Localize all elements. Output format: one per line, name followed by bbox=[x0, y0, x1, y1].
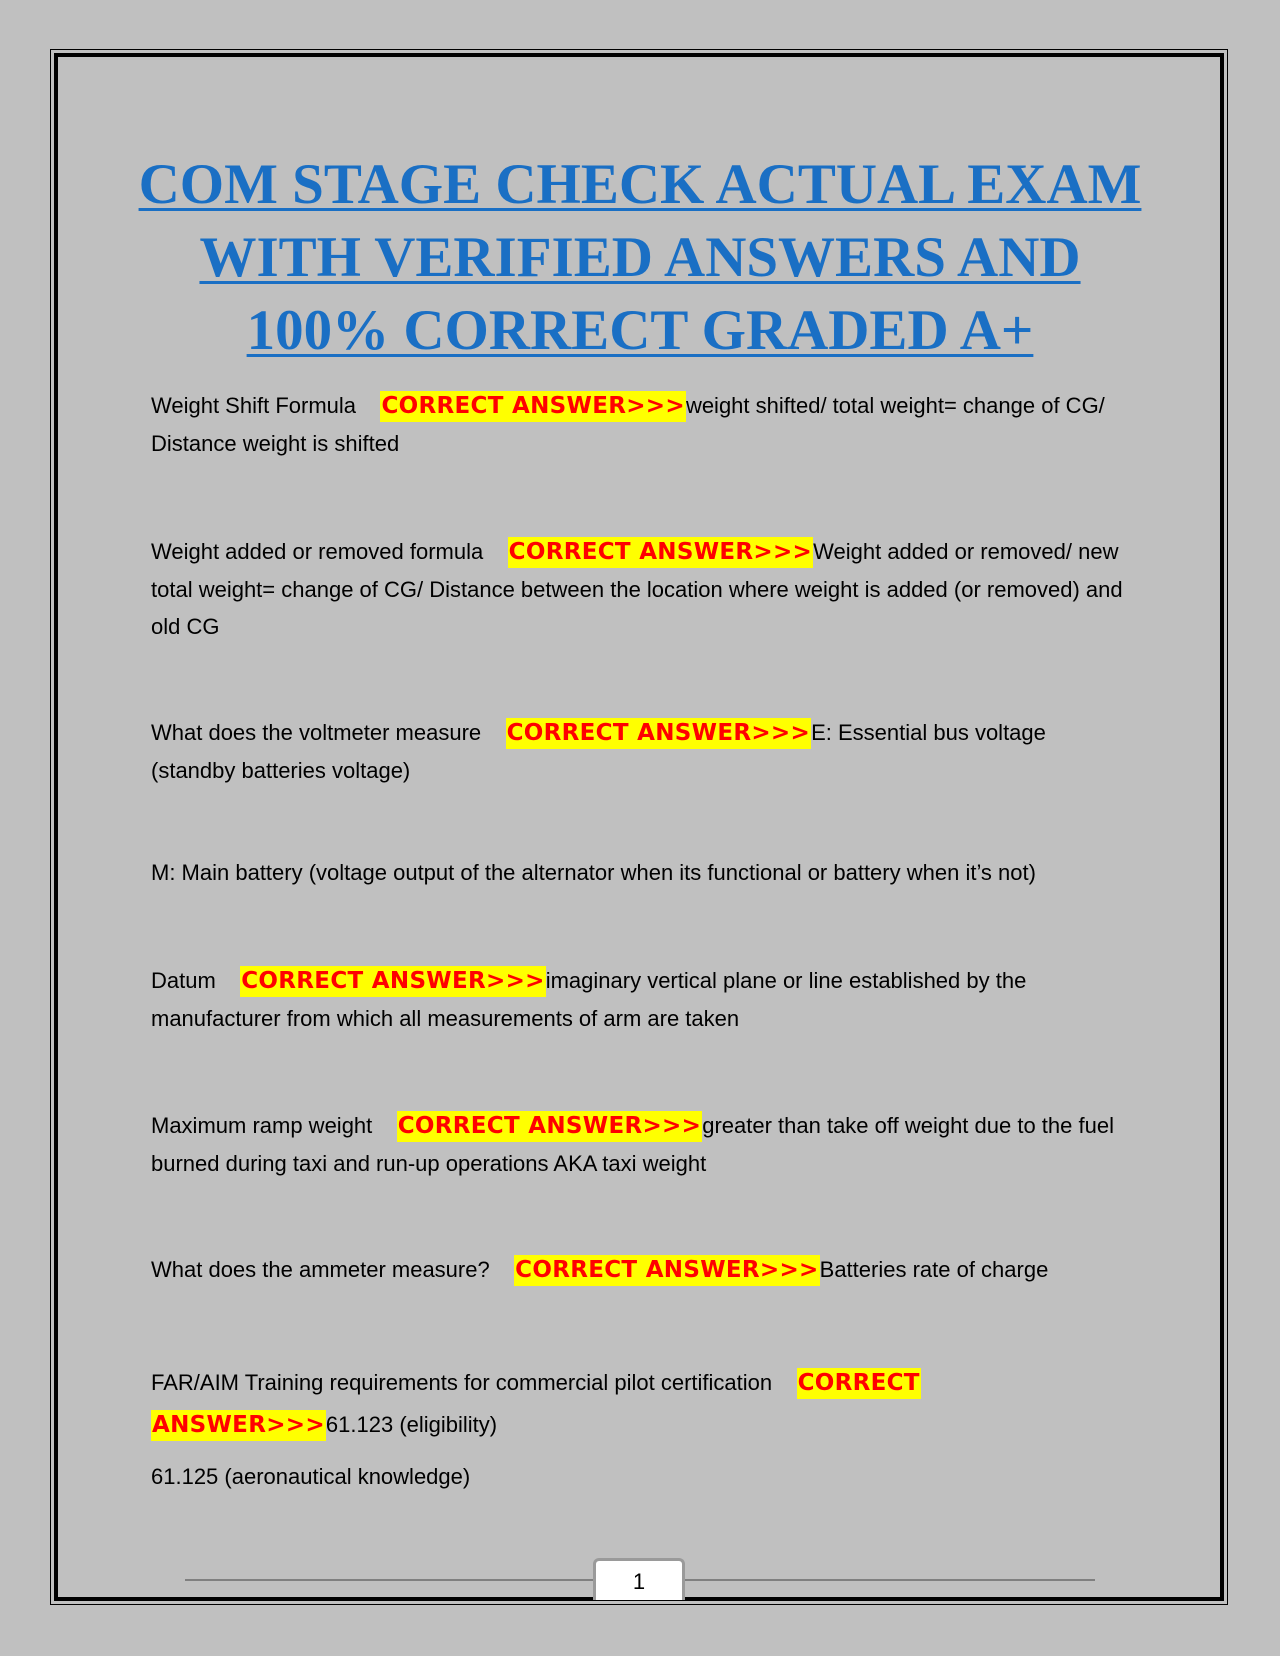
document-title bbox=[120, 148, 1160, 367]
qa-term: Weight Shift Formula bbox=[151, 393, 357, 418]
qa-answer: greater than take off weight due to the fuel burned during taxi and run-up operations AKA taxi weight bbox=[151, 1113, 1114, 1176]
qa-text-aeronautical-knowledge: 61.125 (aeronautical knowledge) bbox=[151, 1464, 471, 1489]
qa-answer: 61.123 (eligibility) bbox=[325, 1412, 498, 1437]
correct-answer-tag: CORRECT ANSWER>>> bbox=[514, 1255, 819, 1286]
qa-term: Datum bbox=[151, 968, 216, 993]
qa-answer: E: Essential bus voltage (standby batteries voltage) bbox=[151, 720, 1046, 783]
qa-term: What does the ammeter measure? bbox=[151, 1257, 490, 1282]
qa-entry-weight-shift bbox=[151, 387, 1131, 462]
footer-rule-left bbox=[185, 1579, 595, 1581]
page-number: 1 bbox=[593, 1558, 685, 1600]
title-line-3: 100% CORRECT GRADED A+ bbox=[246, 299, 1034, 362]
correct-answer-tag: CORRECT bbox=[797, 1368, 921, 1399]
title-line-1: COM STAGE CHECK ACTUAL EXAM bbox=[138, 153, 1142, 216]
qa-answer: Weight added or removed/ new total weight= change of CG/ Distance between the location where weight is added (or removed) and old CG bbox=[151, 539, 1123, 639]
correct-answer-tag: CORRECT ANSWER>>> bbox=[397, 1111, 702, 1142]
qa-entry-ramp-weight bbox=[151, 1107, 1131, 1182]
correct-answer-tag: CORRECT ANSWER>>> bbox=[240, 966, 545, 997]
qa-term: Weight added or removed formula bbox=[151, 539, 484, 564]
correct-answer-tag: ANSWER>>> bbox=[151, 1410, 326, 1441]
qa-entry-datum bbox=[151, 962, 1131, 1037]
qa-answer: Batteries rate of charge bbox=[819, 1257, 1049, 1282]
qa-term: FAR/AIM Training requirements for commercial pilot certification bbox=[151, 1370, 773, 1395]
correct-answer-tag: CORRECT ANSWER>>> bbox=[380, 391, 685, 422]
footer-rule-right bbox=[685, 1579, 1095, 1581]
title-line-2: WITH VERIFIED ANSWERS AND bbox=[199, 226, 1081, 289]
correct-answer-tag: CORRECT ANSWER>>> bbox=[506, 718, 811, 749]
qa-term: Maximum ramp weight bbox=[151, 1113, 373, 1138]
correct-answer-tag: CORRECT ANSWER>>> bbox=[508, 537, 813, 568]
qa-entry-weight-added bbox=[151, 533, 1131, 645]
qa-entry-far-aim bbox=[151, 1362, 1131, 1446]
qa-term: What does the voltmeter measure bbox=[151, 720, 482, 745]
qa-text-main-battery: M: Main battery (voltage output of the alternator when its functional or battery when it’s not) bbox=[151, 860, 1036, 885]
qa-answer: weight shifted/ total weight= change of CG/ Distance weight is shifted bbox=[151, 393, 1105, 456]
qa-entry-voltmeter bbox=[151, 714, 1131, 789]
qa-answer: imaginary vertical plane or line established by the manufacturer from which all measurements of arm are taken bbox=[151, 968, 1027, 1031]
qa-entry-ammeter bbox=[151, 1251, 1131, 1289]
